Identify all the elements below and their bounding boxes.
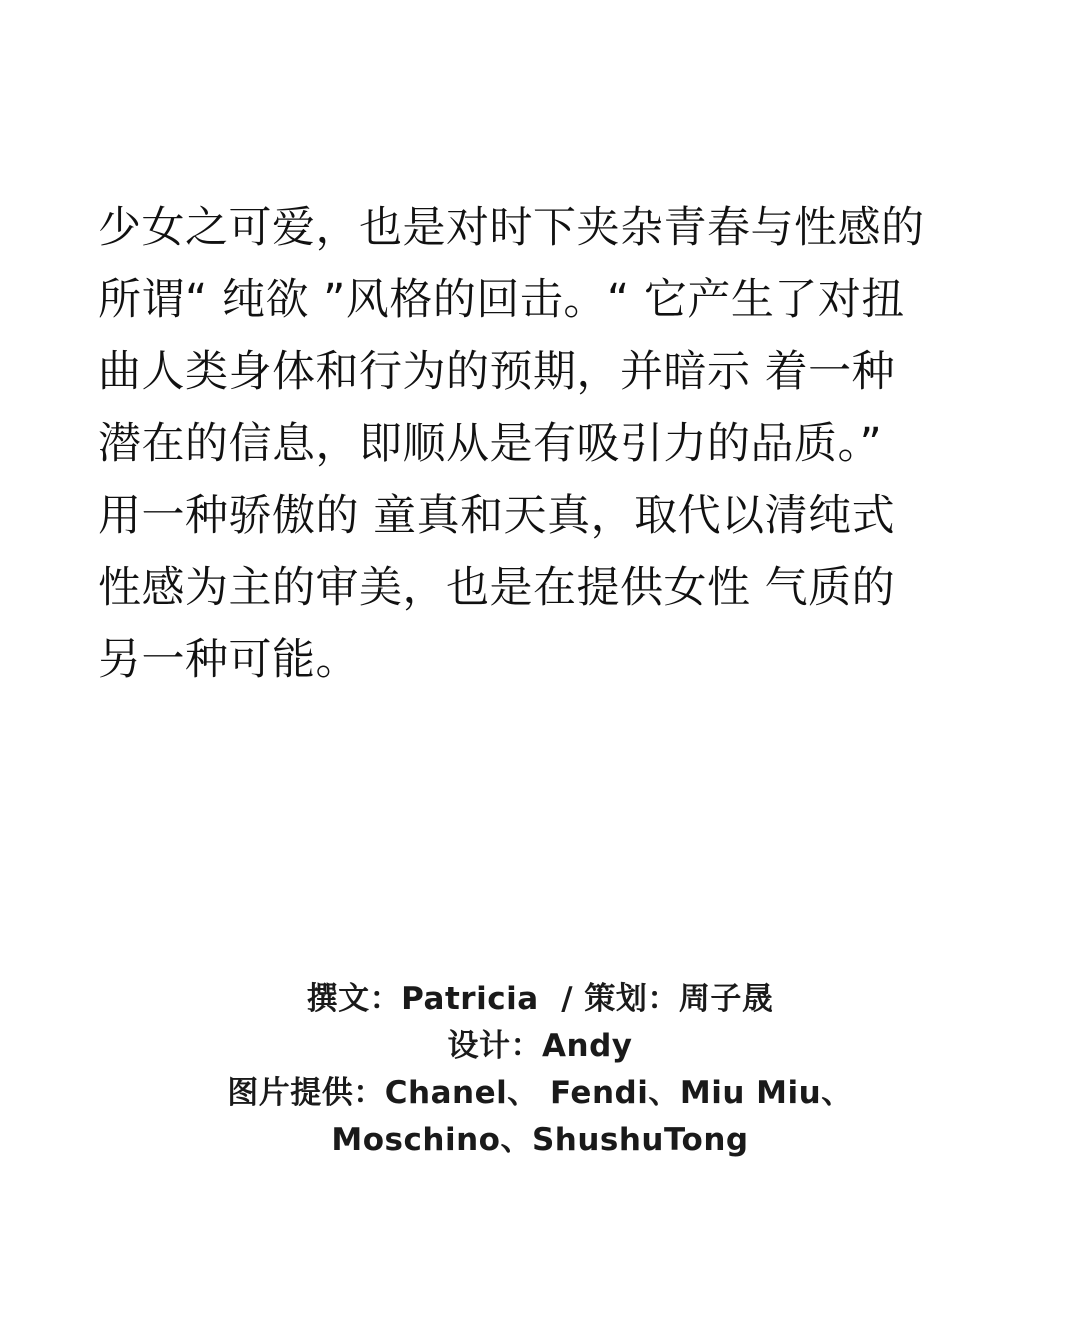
article-line: 曲人类身体和行为的预期，并暗示 着一种: [98, 347, 896, 397]
credit-images-continued: Moschino、ShushuTong: [331, 1122, 749, 1158]
article-line: 另一种可能。: [98, 635, 359, 685]
credit-images: 图片提供：Chanel、 Fendi、Miu Miu、: [227, 1075, 853, 1111]
credits-block: [0, 976, 1080, 1164]
article-line: 少女之可爱，也是对时下夹杂青春与性感的: [98, 203, 925, 253]
article-line: 性感为主的审美，也是在提供女性 气质的: [98, 563, 896, 613]
credit-author-editor: 撰文：Patricia / 策划：周子晟: [306, 981, 774, 1017]
credit-design: 设计：Andy: [447, 1028, 633, 1064]
article-line: 所谓“ 纯欲 ”风格的回击。“ 它产生了对扭: [98, 275, 905, 325]
article-line: 用一种骄傲的 童真和天真，取代以清纯式: [98, 491, 896, 541]
article-line: 潜在的信息，即顺从是有吸引力的品质。”: [98, 419, 883, 469]
article-body: [98, 192, 988, 696]
